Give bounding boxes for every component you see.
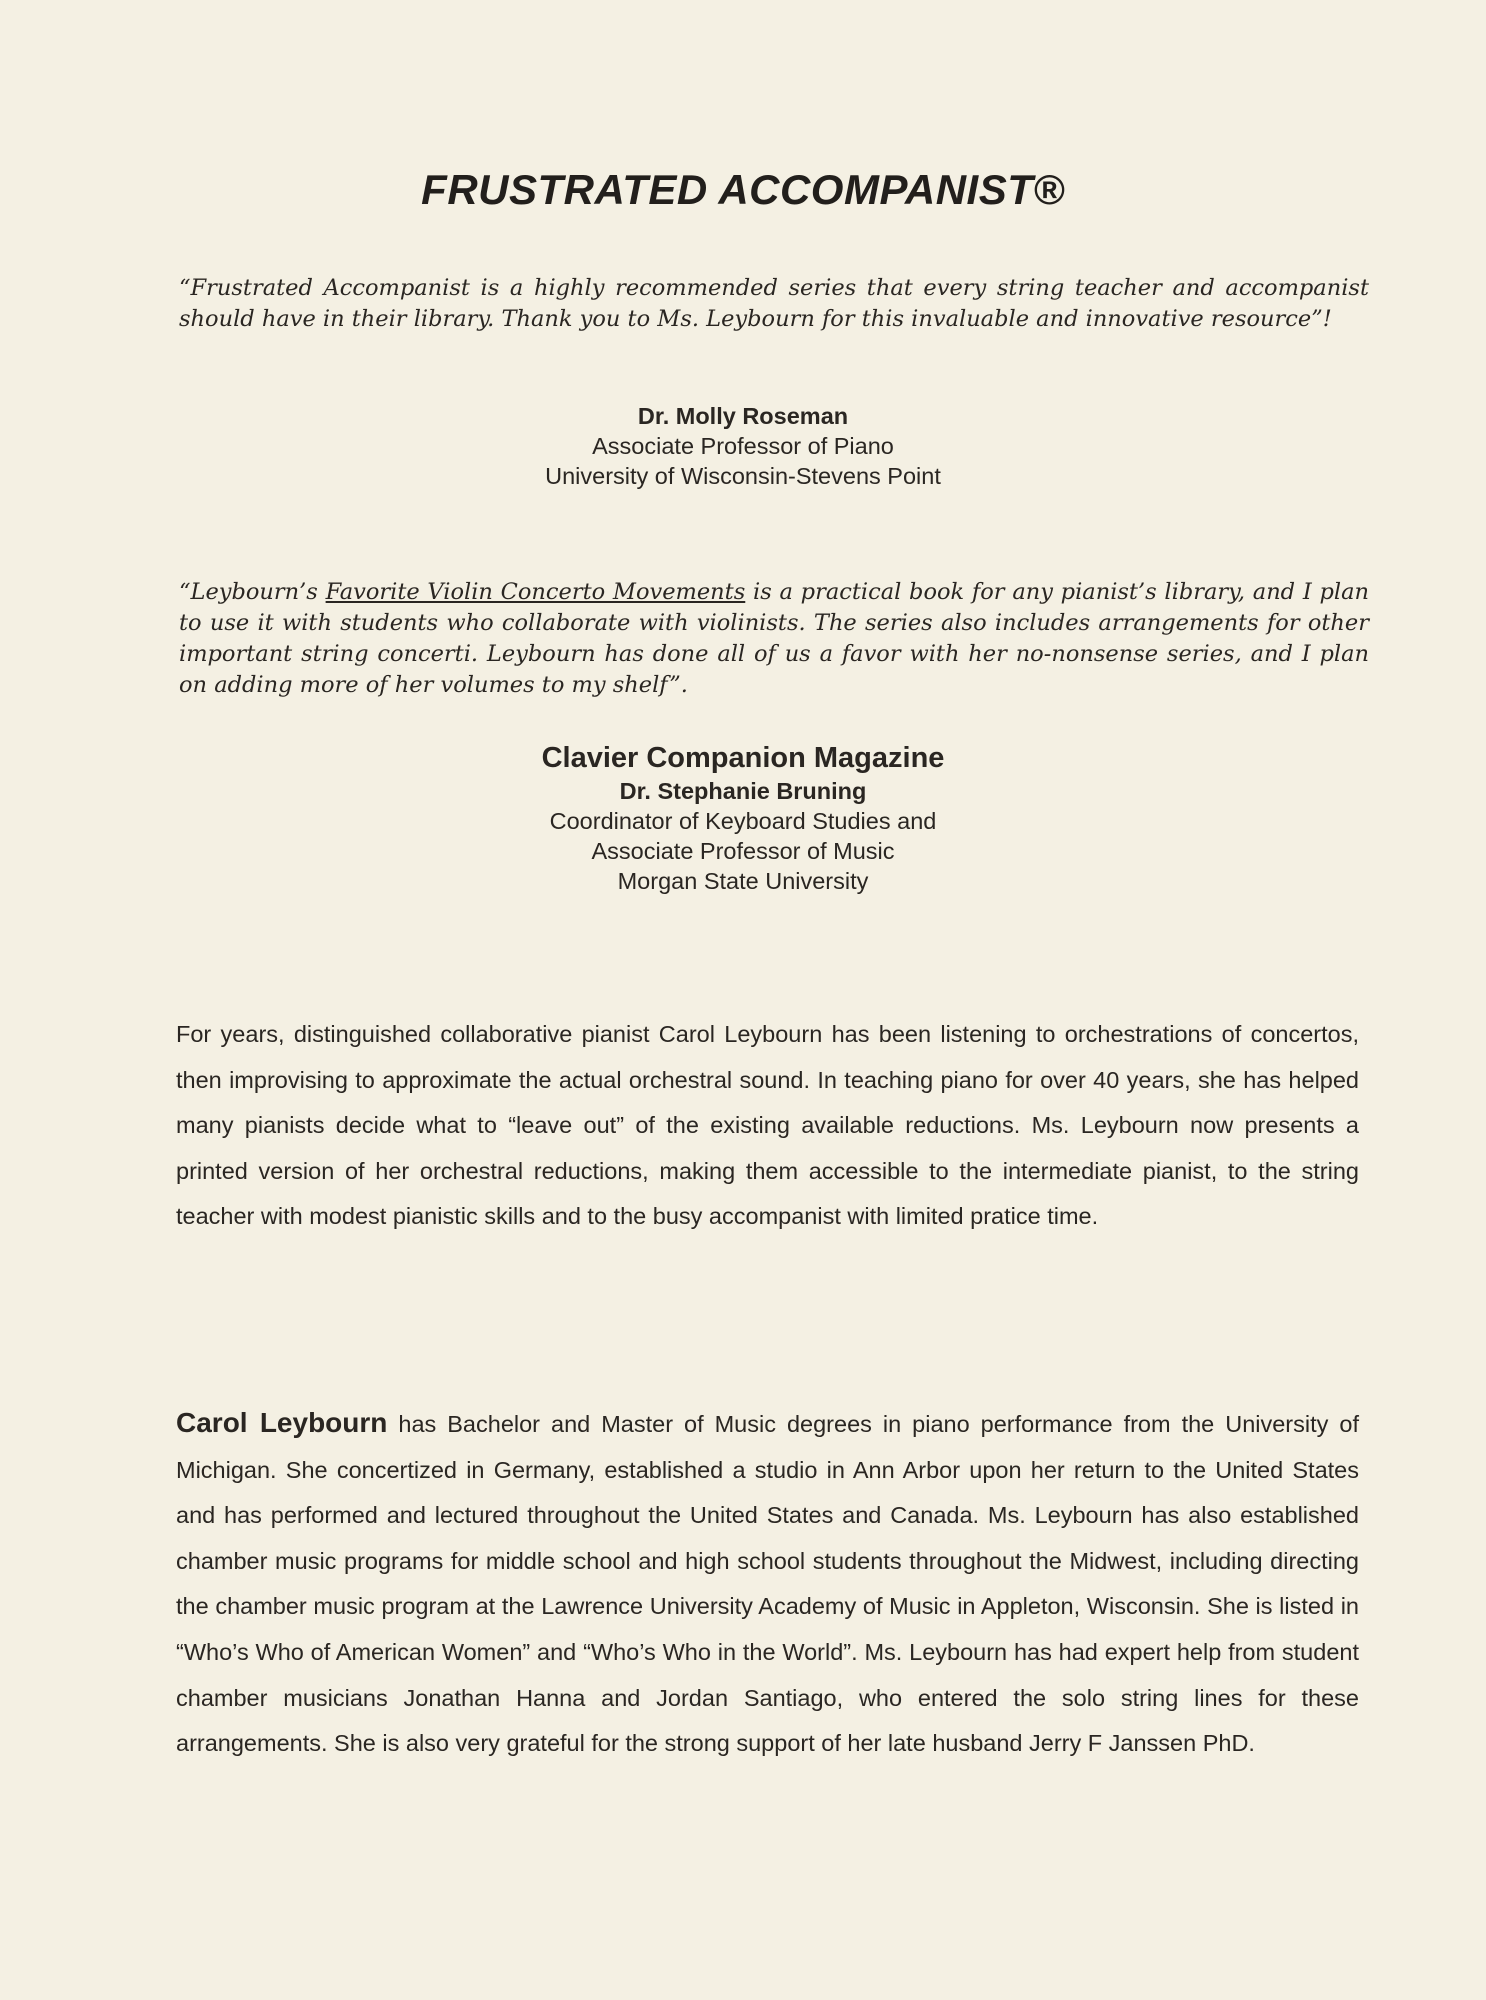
attribution-title: Associate Professor of Piano — [592, 433, 894, 459]
bio-text: has Bachelor and Master of Music degrees in piano performance from the University of Michigan. She concertized in Germany, established a studio in Ann Arbor upon her return to the United States and has performed and lectured throughout the United States and Canada. Ms. Leybourn has also established chamber music programs for middle school and high school students throughout the Midwest, including directing the chamber music program at the Lawrence University Academy of Music in Appleton, Wisconsin. She is listed in “Who’s Who of American Women” and “Who’s Who in the World”. Ms. Leybourn has had expert help from student chamber musicians Jonathan Hanna and Jordan Santiago, who entered the solo string lines for these arrangements. She is also very grateful for the strong support of her late husband Jerry F Janssen PhD. — [176, 1411, 1359, 1757]
testimonial-attribution-2 — [0, 740, 1486, 896]
intro-paragraph: For years, distinguished collaborative pianist Carol Leybourn has been listening to orchestrations of concertos, then improvising to approximate the actual orchestral sound. In teaching piano for over 40 years, she has helped many pianists decide what to “leave out” of the existing available reductions. Ms. Leybourn now presents a printed version of her orchestral reductions, making them accessible to the intermediate pianist, to the string teacher with modest pianistic skills and to the busy accompanist with limited pratice time. — [176, 1021, 1359, 1230]
bio-lead-name: Carol Leybourn — [176, 1407, 388, 1438]
attribution-title-line-1: Coordinator of Keyboard Studies and — [549, 808, 937, 834]
attribution-institution: Morgan State University — [617, 868, 869, 894]
book-title: Favorite Violin Concerto Movements — [325, 579, 746, 605]
attribution-title-line-2: Associate Professor of Music — [591, 838, 895, 864]
attribution-publication: Clavier Companion Magazine — [541, 742, 945, 774]
attribution-institution: University of Wisconsin-Stevens Point — [545, 463, 941, 489]
page-title: FRUSTRATED ACCOMPANIST® — [421, 166, 1065, 213]
testimonial-quote-2 — [179, 577, 1369, 701]
testimonial-quote-1: “Frustrated Accompanist is a highly recommended series that every string teacher and accompanist should have in their library. Thank you to Ms. Leybourn for this invaluable and innovative resource”! — [179, 275, 1369, 332]
testimonial-attribution-1 — [0, 401, 1486, 491]
bio-paragraph — [176, 1400, 1359, 1767]
attribution-name: Dr. Molly Roseman — [637, 403, 849, 429]
attribution-name: Dr. Stephanie Bruning — [619, 778, 867, 804]
quote-text-start: “Leybourn’s — [179, 579, 326, 605]
quote-text-rest: is a practical book for any pianist’s library, and I plan to use it with students who collaborate with violinists. The series also includes arrangements for other important string concerti. Leybourn has done all of us a favor with her no-nonsense series, and I plan on adding more of her volumes to my shelf”. — [179, 579, 1369, 698]
